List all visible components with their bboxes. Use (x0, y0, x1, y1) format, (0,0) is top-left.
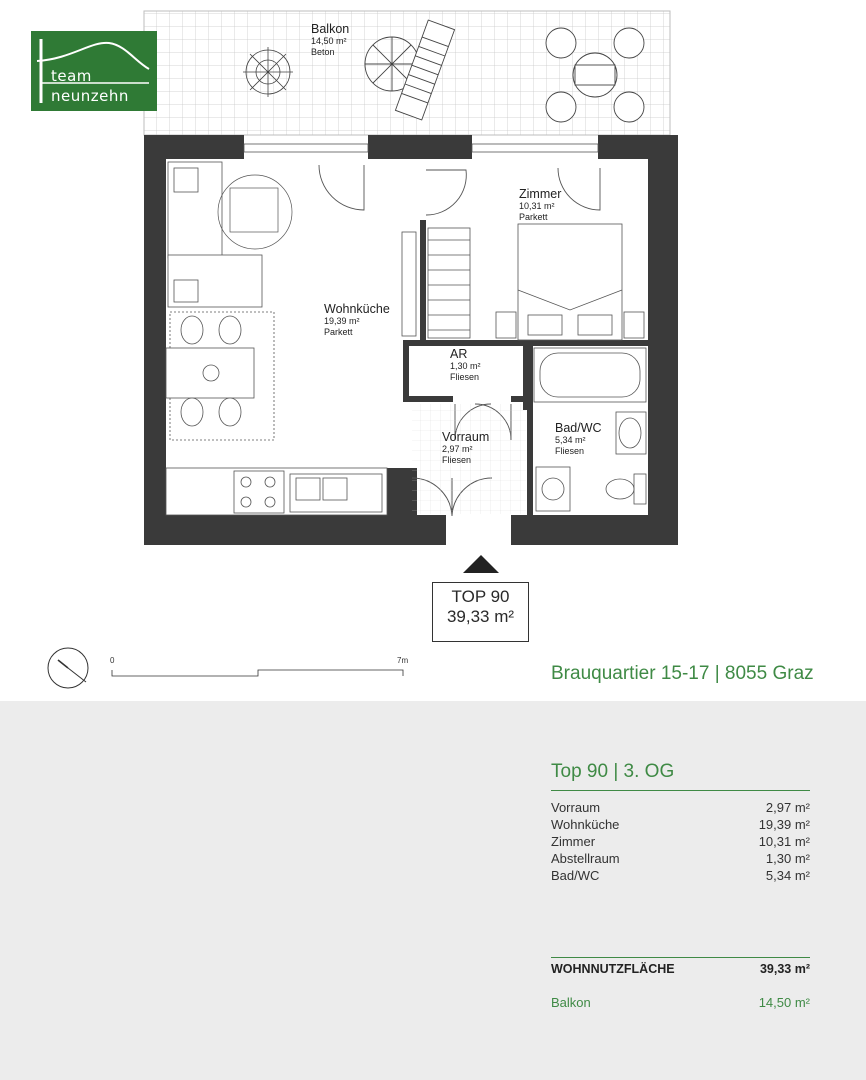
area-row (551, 850, 810, 867)
room-name: Wohnküche (324, 302, 390, 316)
area-label: Wohnküche (551, 817, 620, 832)
area-value: 10,31 m² (758, 834, 810, 849)
room-area: 14,50 m² (311, 36, 347, 47)
room-floor: Fliesen (450, 371, 480, 382)
room-area: 2,97 m² (442, 444, 473, 455)
balkon-value: 14,50 m² (758, 995, 810, 1010)
summary-rule (551, 790, 810, 791)
balkon-label: Balkon (551, 995, 591, 1010)
total-row (551, 962, 810, 976)
summary-title: Top 90 | 3. OG (551, 761, 675, 782)
room-ar (450, 347, 481, 382)
room-floor: Beton (311, 46, 335, 57)
room-balkon (311, 22, 349, 57)
room-wohnkueche (324, 302, 390, 337)
logo-line2: neunzehn (51, 87, 129, 105)
area-label: Bad/WC (551, 868, 600, 883)
room-area: 1,30 m² (450, 361, 481, 372)
bed (496, 224, 644, 340)
dining-table (166, 312, 274, 440)
washing-machine (536, 467, 570, 511)
area-row (551, 833, 810, 850)
area-label: Abstellraum (551, 851, 620, 866)
room-floor: Fliesen (442, 454, 472, 465)
north-arrow (48, 648, 88, 688)
sofa (168, 162, 262, 307)
washbasin (616, 412, 646, 454)
area-value: 19,39 m² (758, 817, 810, 832)
logo (31, 31, 157, 111)
info-panel (0, 701, 866, 1080)
scale-end-label: 7m (397, 656, 409, 665)
unit-box (432, 582, 529, 642)
room-floor: Fliesen (555, 445, 585, 456)
total-label: WOHNNUTZFLÄCHE (551, 962, 675, 976)
entrance-arrow-icon (463, 555, 499, 573)
total-value: 39,33 m² (759, 962, 810, 976)
room-area: 19,39 m² (324, 316, 360, 327)
area-list (551, 799, 810, 884)
area-label: Zimmer (551, 834, 596, 849)
scale-start-label: 0 (110, 656, 115, 665)
area-value: 5,34 m² (765, 868, 810, 883)
area-row (551, 799, 810, 816)
bathtub (534, 348, 646, 402)
unit-area: 39,33 m² (446, 607, 515, 626)
area-value: 1,30 m² (765, 851, 810, 866)
area-value: 2,97 m² (765, 800, 810, 815)
room-name: Bad/WC (555, 421, 602, 435)
room-floor: Parkett (519, 211, 548, 222)
scale-bar (112, 670, 403, 676)
room-zimmer (519, 187, 561, 222)
logo-line1: team (51, 67, 92, 85)
unit-number: TOP 90 (451, 587, 510, 606)
room-name: AR (450, 347, 468, 361)
room-floor: Parkett (324, 326, 353, 337)
plant-symbol (243, 47, 293, 97)
area-label: Vorraum (551, 800, 601, 815)
address: Brauquartier 15-17 | 8055 Graz (551, 663, 814, 684)
area-row (551, 816, 810, 833)
room-area: 5,34 m² (555, 435, 586, 446)
room-area: 10,31 m² (519, 201, 555, 212)
room-name: Balkon (311, 22, 350, 36)
kitchen-counter (166, 468, 387, 515)
area-row (551, 867, 810, 884)
wardrobe (402, 228, 470, 338)
rug-round (218, 175, 292, 249)
room-vorraum (442, 430, 489, 465)
room-bad (555, 421, 602, 456)
toilet (606, 474, 646, 504)
room-name: Vorraum (442, 430, 490, 444)
total-rule (551, 957, 810, 958)
balkon-row (551, 995, 810, 1010)
room-name: Zimmer (519, 187, 562, 201)
